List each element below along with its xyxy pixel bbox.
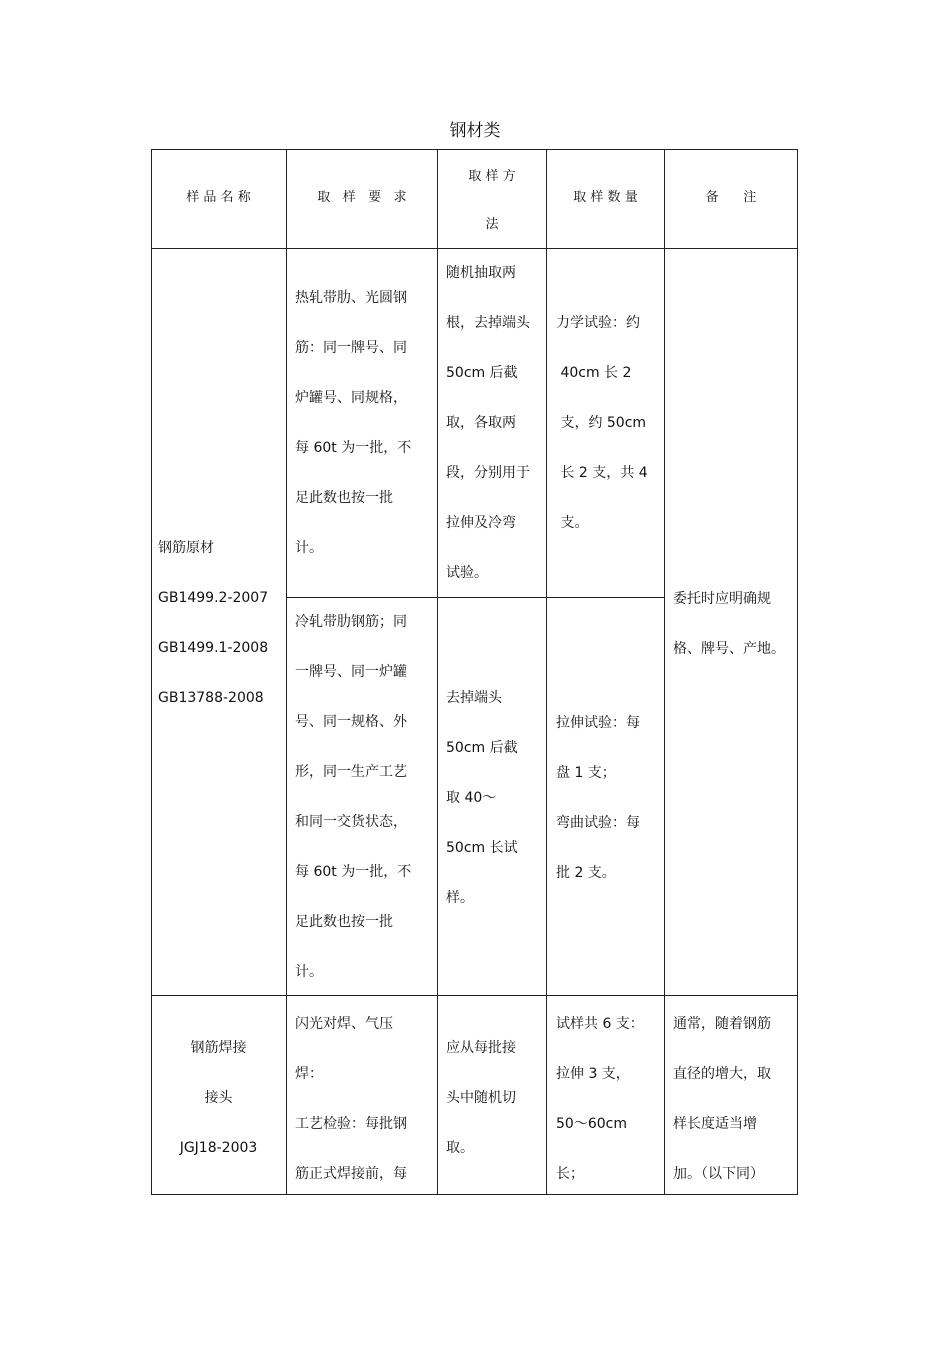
column-divider-4 [664, 149, 665, 1195]
header-sampling-quantity: 取 样 数 量 [573, 190, 638, 205]
row2-method: 应从每批接 头中随机切 取。 [446, 1040, 516, 1156]
header-sampling-requirement: 取 样 要 求 [317, 190, 407, 205]
column-divider-2 [437, 149, 438, 1195]
row1a-quantity: 力学试验：约 40cm 长 2 支，约 50cm 长 2 支，共 4 支。 [556, 315, 648, 531]
row2-remark: 通常，随着钢筋 直径的增大，取 样长度适当增 加。（以下同） [673, 1016, 771, 1182]
column-divider-3 [546, 149, 547, 1195]
row1b-method: 去掉端头 50cm 后截 取 40～ 50cm 长试 样。 [446, 690, 518, 906]
header-sample-name: 样 品 名 称 [186, 190, 251, 205]
row-divider [151, 995, 798, 996]
row1-remark: 委托时应明确规 格、牌号、产地。 [673, 591, 785, 657]
row1a-method: 随机抽取两 根，去掉端头 50cm 后截 取，各取两 段，分别用于 拉伸及冷弯 试验。 [446, 265, 530, 581]
column-divider-1 [286, 149, 287, 1195]
row1a-requirement: 热轧带肋、光圆钢 筋：同一牌号、同 炉罐号、同规格， 每 60t 为一批，不 足此数也按一批 计。 [295, 290, 412, 556]
row2-sample-name: 钢筋焊接 接头 JGJ18-2003 [179, 1040, 258, 1156]
row1b-quantity: 拉伸试验：每 盘 1 支； 弯曲试验：每 批 2 支。 [556, 715, 640, 881]
row2-requirement: 闪光对焊、气压 焊： 工艺检验：每批钢 筋正式焊接前，每 [295, 1016, 407, 1182]
row2-quantity: 试样共 6 支： 拉伸 3 支， 50～60cm 长； [556, 1016, 644, 1182]
table-border-right [797, 149, 798, 1195]
row1-sample-name: 钢筋原材 GB1499.2-2007 GB1499.1-2008 GB13788-2008 [158, 540, 269, 706]
header-sampling-method: 取 样 方 法 [468, 169, 516, 232]
header-remark: 备 注 [705, 190, 757, 205]
row1b-requirement: 冷轧带肋钢筋；同 一牌号、同一炉罐 号、同一规格、外 形，同一生产工艺 和同一交货状态， 每 60t 为一批，不 足此数也按一批 计。 [295, 614, 412, 980]
sampling-table [151, 149, 798, 1195]
page-title: 钢材类 [449, 121, 501, 141]
table-border-top [151, 149, 798, 150]
